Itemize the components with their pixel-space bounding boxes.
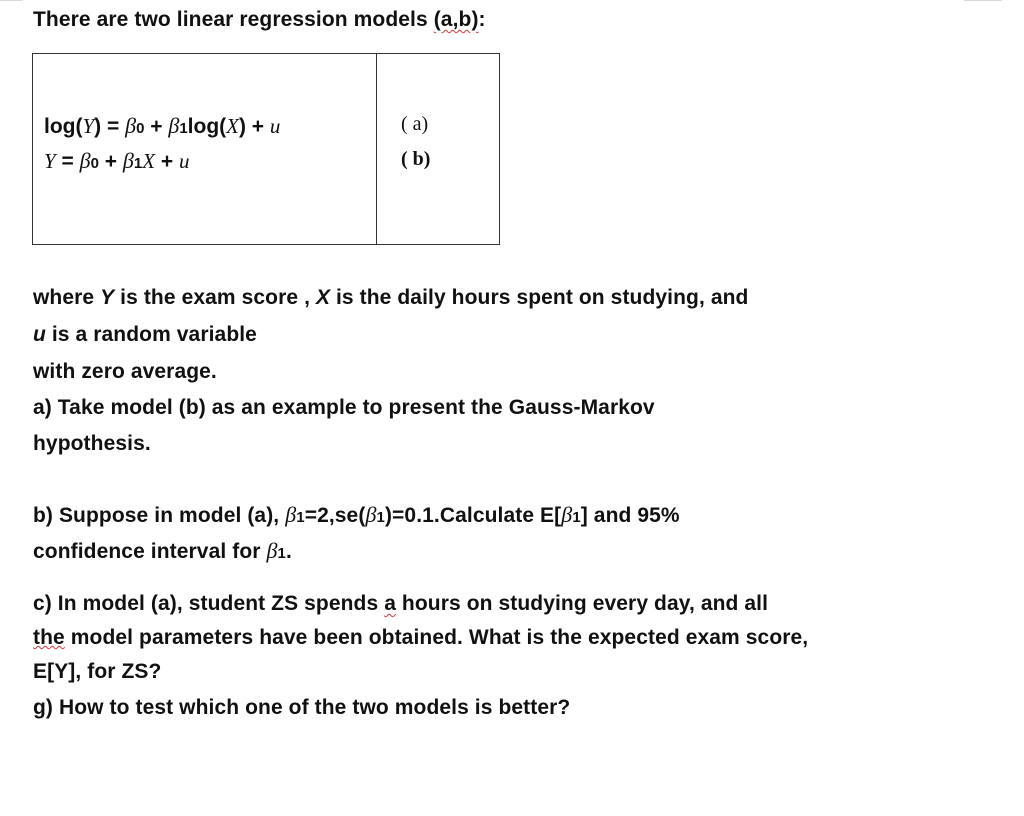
eq-a-plus: + (144, 115, 169, 138)
where-line (33, 286, 748, 310)
qb-line2-prefix: confidence interval for (33, 540, 267, 563)
question-a-line1: a) Take model (b) as an example to present the Gauss-Markov (33, 396, 655, 419)
question-c-line2 (33, 626, 808, 650)
eq-a-y: Y (82, 114, 95, 138)
qb-beta1: β (285, 502, 297, 527)
zero-average-line: with zero average. (33, 360, 217, 383)
title-text: There are two linear regression models (a,b): (33, 8, 486, 31)
qb-beta4: β (266, 538, 278, 563)
eq-a-sub0: 0 (136, 120, 145, 137)
equation-tag-b: ( b) (401, 148, 431, 170)
eq-b-x: X (142, 149, 156, 173)
u-suffix: is a random variable (45, 323, 257, 346)
eq-b-equals: = (55, 150, 80, 173)
where-y: Y (100, 286, 115, 309)
question-b-line2 (33, 538, 292, 564)
qb-beta2: β (365, 502, 377, 527)
qb-beta3: β (561, 502, 573, 527)
equation-tag-a: ( a) (401, 113, 429, 135)
where-mid: is the exam score , (114, 286, 316, 309)
eq-b-beta0: β (79, 148, 91, 173)
qc-part1: c) In model (a), student ZS spends (33, 592, 385, 615)
eq-a-equals: ) = (94, 115, 126, 138)
qc-line2-rest: model parameters have been obtained. What is the expected exam score, (64, 626, 809, 649)
qb-part2: =2,se( (304, 504, 366, 527)
title-spellcheck-underline: (a,b) (433, 8, 479, 31)
eq-a-x: X (226, 114, 239, 138)
question-c-line1 (33, 592, 768, 616)
where-prefix: where (33, 286, 101, 309)
eq-a-sub1: 1 (179, 120, 188, 137)
question-b-line1 (33, 502, 680, 528)
eq-b-sub1: 1 (133, 155, 143, 172)
eq-a-plus2: ) + (238, 115, 270, 138)
qb-sub1: 1 (296, 509, 305, 526)
eq-a-log: log( (44, 115, 83, 138)
u-var: u (33, 323, 46, 346)
qc-the-spellcheck: the (33, 626, 65, 649)
table-column-divider (376, 54, 377, 244)
eq-a-logx: log( (187, 115, 227, 138)
document-title (33, 8, 486, 32)
page-corner-mark-right (964, 0, 1002, 4)
qb-part4: ] and 95% (580, 504, 680, 527)
qc-a-spellcheck: a (384, 592, 396, 615)
qb-line2-suffix: . (285, 540, 292, 563)
equation-b (44, 148, 189, 174)
eq-b-plus: + (98, 150, 123, 173)
eq-b-beta1: β (122, 148, 134, 173)
question-a-line2: hypothesis. (33, 432, 151, 455)
where-x: X (315, 286, 331, 309)
eq-b-y: Y (44, 149, 56, 173)
u-line (33, 323, 257, 347)
qb-part1: b) Suppose in model (a), (33, 504, 286, 527)
eq-b-plus2: + (155, 150, 179, 173)
qb-part3: )=0.1.Calculate E[ (384, 504, 562, 527)
eq-a-u: u (269, 114, 281, 138)
equation-table (32, 53, 500, 245)
eq-a-beta1: β (168, 113, 180, 138)
question-g-line: g) How to test which one of the two models is better? (33, 696, 571, 719)
qb-sub2: 1 (376, 509, 385, 526)
qb-sub3: 1 (572, 509, 581, 526)
qc-part2: hours on studying every day, and all (395, 592, 769, 615)
qb-sub4: 1 (277, 545, 286, 562)
eq-b-u: u (178, 149, 190, 173)
page-corner-mark-left (0, 0, 22, 4)
question-c-line3: E[Y], for ZS? (33, 660, 162, 683)
eq-a-beta0: β (125, 113, 137, 138)
where-suffix: is the daily hours spent on studying, and (330, 286, 749, 309)
equation-a (44, 113, 280, 139)
eq-b-sub0: 0 (90, 155, 99, 172)
